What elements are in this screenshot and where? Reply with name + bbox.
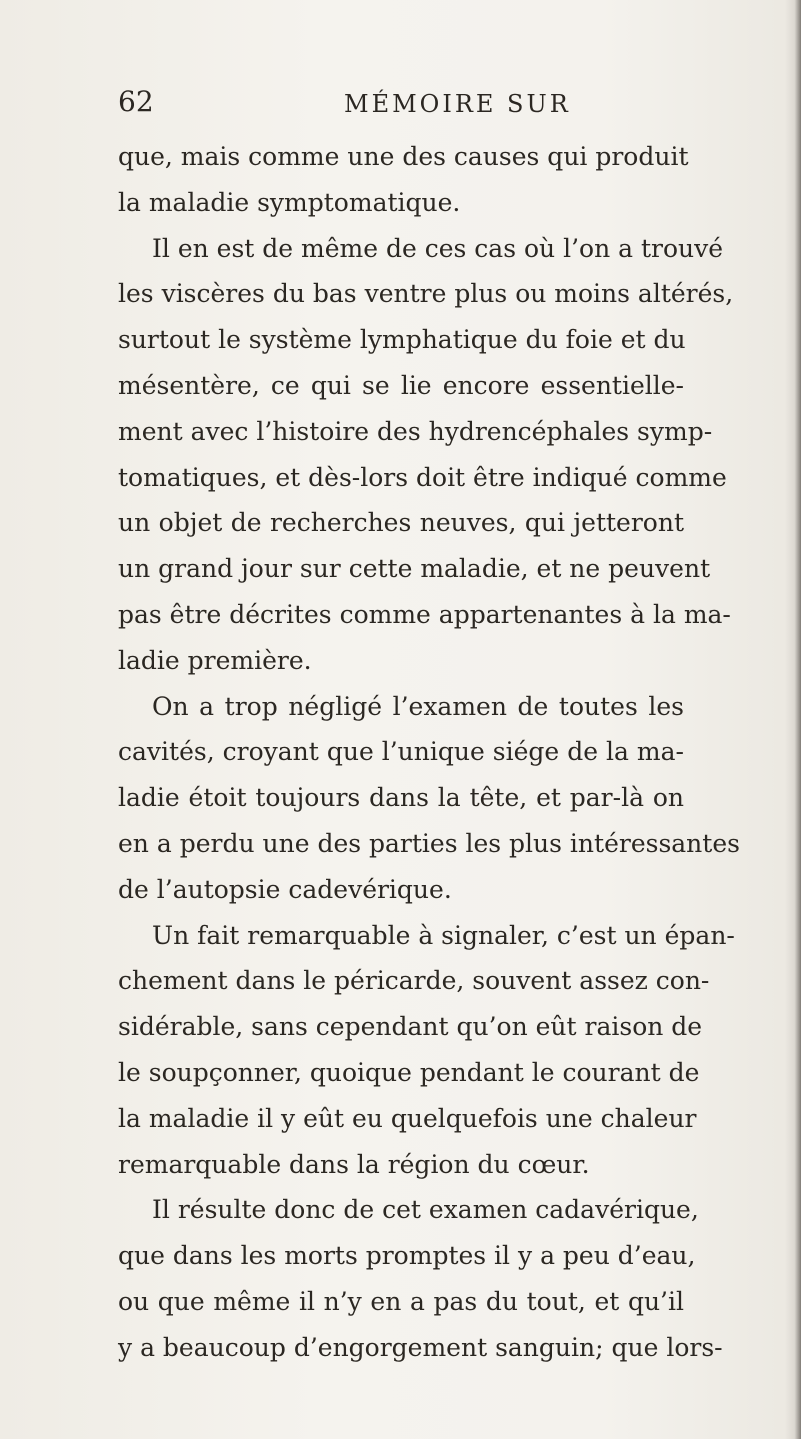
text-line: le soupçonner, quoique pendant le courant de (118, 1057, 700, 1087)
text-line: de l’autopsie cadevérique. (118, 874, 452, 904)
text-line: surtout le système lymphatique du foie et du (118, 325, 686, 355)
running-head: MÉMOIRE SUR (344, 90, 571, 118)
text-line: la maladie il y eût eu quelquefois une chaleur (118, 1103, 697, 1133)
text-line: sidérable, sans cependant qu’on eût raison de (118, 1012, 703, 1042)
text-line: ladie étoit toujours dans la tête, et par-là on (118, 783, 684, 813)
paragraph-first-line: Il en est de même de ces cas où l’on a trouvé (152, 233, 724, 263)
page-edge-shadow (785, 0, 801, 1439)
text-line: cavités, croyant que l’unique siége de la ma- (118, 737, 684, 767)
paragraph-first-line: Un fait remarquable à signaler, c’est un épan- (152, 920, 735, 950)
text-line: un grand jour sur cette maladie, et ne peuvent (118, 554, 711, 584)
text-line: chement dans le péricarde, souvent assez con- (118, 966, 710, 996)
text-line: ment avec l’histoire des hydrencéphales symp- (118, 416, 713, 446)
text-line: ladie première. (118, 645, 312, 675)
text-line: que dans les morts promptes il y a peu d’eau, (118, 1241, 696, 1271)
text-line: remarquable dans la région du cœur. (118, 1149, 590, 1179)
text-line: pas être décrites comme appartenantes à la ma- (118, 599, 731, 629)
text-line: y a beaucoup d’engorgement sanguin; que lors- (118, 1332, 723, 1362)
text-line: ou que même il n’y en a pas du tout, et qu’il (118, 1286, 684, 1316)
body-text (118, 134, 740, 1371)
text-line: mésentère, ce qui se lie encore essentielle- (118, 370, 684, 400)
text-line: tomatiques, et dès-lors doit être indiqué comme (118, 462, 727, 492)
text-line: les viscères du bas ventre plus ou moins altérés, (118, 279, 734, 309)
page-number: 62 (118, 85, 154, 118)
paragraph-first-line: On a trop négligé l’examen de toutes les (152, 691, 684, 721)
text-line: que, mais comme une des causes qui produit (118, 142, 689, 171)
paragraph-first-line: Il résulte donc de cet examen cadavérique, (152, 1195, 699, 1225)
page-header (118, 84, 678, 120)
text-line: la maladie symptomatique. (118, 187, 461, 217)
text-line: en a perdu une des parties les plus intéressantes (118, 828, 740, 858)
text-line: un objet de recherches neuves, qui jetteront (118, 508, 684, 538)
